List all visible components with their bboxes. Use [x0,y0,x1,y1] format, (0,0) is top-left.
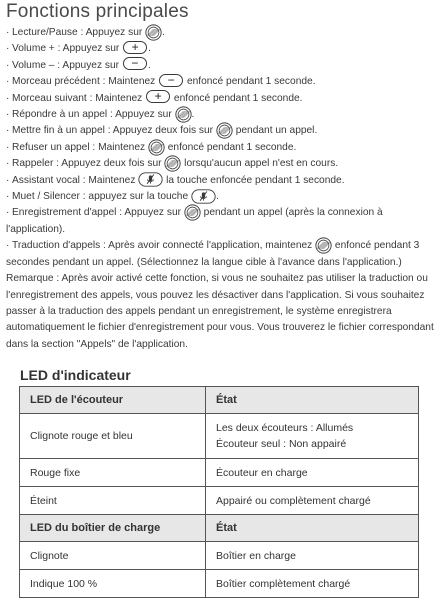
led-cell: Éteint [20,487,206,515]
minus-button-icon: − [159,74,183,87]
function-item [6,58,440,74]
remark-paragraph: Remarque : Après avoir activé cette fonction, si vous ne souhaitez pas utiliser la traduction ou l'enregistrement des appels, vous pouvez les désactiver dans l'application. Si vous souhaitez passer à la traduction des appels pendant un enregistrement, le système enregistrera automatiquement le fichier d'enregistrement pour vous. Vous trouverez le fichier correspondant dans la section "Appels" de l'application. [6,273,434,350]
state-line: Boîtier complètement chargé [216,577,351,590]
function-text: enfoncé pendant 1 seconde. [171,92,303,104]
bullet: · [6,27,10,38]
function-text: . [148,43,151,55]
function-text: enfoncé pendant 3 secondes pendant un appel. (Sélectionnez la langue cible à l'avance dans l'application.) [6,240,420,268]
function-text: Mettre fin à un appel : Appuyez deux fois sur [12,125,216,137]
function-text: Muet / Silencer : appuyez sur la touche [12,191,191,203]
state-line: Écouteur en charge [216,466,308,479]
function-text: . [147,59,151,71]
function-text: Traduction d'appels : Après avoir connecté l'application, maintenez [12,240,316,252]
multifunction-button-icon [216,122,233,139]
function-text: Volume – : Appuyez sur [12,59,122,71]
function-item [6,107,440,123]
table-row [20,542,419,570]
function-item [6,156,440,172]
table-row [20,570,419,598]
multifunction-button-icon [175,106,192,123]
mute-button-icon [191,189,216,204]
multifunction-button-icon [148,139,165,156]
multifunction-button-icon [145,24,162,41]
earbud-header-row [20,387,419,414]
function-item [6,140,440,156]
mute-button-icon [138,172,163,187]
multifunction-button-icon [164,155,181,172]
function-text: pendant un appel. [232,125,318,137]
function-item [6,123,440,139]
state-cell [206,542,419,570]
state-line: Boîtier en charge [216,549,296,562]
function-text: pendant un appel (après la connexion à l'application). [6,207,383,235]
state-line: Appairé ou complètement chargé [216,494,371,507]
multifunction-button-icon [184,204,201,221]
table-row [20,459,419,487]
bullet: · [6,207,10,219]
function-text: Lecture/Pause : Appuyez sur [12,27,146,38]
bullet: · [6,109,10,121]
function-item [6,173,440,189]
state-cell [206,570,419,598]
functions-list [6,25,440,353]
function-text: Enregistrement d'appel : Appuyez sur [12,207,184,219]
function-item [6,238,440,271]
bullet: · [6,92,10,104]
header-led-cell: LED de l'écouteur [20,387,206,414]
minus-button-icon: − [123,57,147,70]
header-state-cell: État [206,515,419,542]
bullet: · [6,76,10,88]
bullet: · [6,174,10,186]
function-item [6,88,440,107]
function-text: lorsqu'aucun appel n'est en cours. [181,158,339,170]
function-text: Rappeler : Appuyez deux fois sur [12,158,165,170]
led-section-title: LED d'indicateur [20,367,131,383]
function-text: Volume + : Appuyez sur [12,43,123,55]
page-title: Fonctions principales [6,1,189,22]
bullet: · [6,125,10,137]
multifunction-button-icon [315,237,332,254]
function-text: . [215,191,219,203]
bullet: · [6,43,10,55]
table-row [20,487,419,515]
header-led-cell: LED du boîtier de charge [20,515,206,542]
state-line: Écouteur seul : Non appairé [216,438,347,450]
function-text: la touche enfoncée pendant 1 seconde. [163,174,345,186]
function-item [6,74,440,90]
state-cell [206,414,419,459]
bullet: · [6,59,10,71]
state-cell [206,459,419,487]
plus-button-icon: + [123,41,147,54]
plus-button-icon: + [146,90,170,103]
led-cell: Clignote [20,542,206,570]
function-text: . [162,27,165,38]
function-text: Morceau suivant : Maintenez [12,92,146,104]
function-item [6,41,440,57]
led-cell: Rouge fixe [20,459,206,487]
function-item [6,25,440,41]
case-header-row [20,515,419,542]
function-text: . [191,109,195,121]
header-state-cell: État [206,387,419,414]
function-text: Répondre à un appel : Appuyez sur [12,109,175,121]
table-row [20,414,419,459]
function-item [6,205,440,238]
function-item [6,189,440,205]
function-text: Morceau précédent : Maintenez [12,76,159,88]
function-text: enfoncé pendant 1 seconde. [164,141,297,153]
bullet: · [6,141,10,153]
bullet: · [6,191,10,203]
function-text: Refuser un appel : Maintenez [12,141,148,153]
function-text: enfoncé pendant 1 seconde. [184,76,316,88]
led-table [19,386,419,598]
led-cell: Indique 100 % [20,570,206,598]
state-line: Les deux écouteurs : Allumés [216,422,354,434]
bullet: · [6,158,10,170]
state-cell [206,487,419,515]
function-text: Assistant vocal : Maintenez [12,174,139,186]
led-cell: Clignote rouge et bleu [20,414,206,459]
bullet: · [6,240,10,252]
